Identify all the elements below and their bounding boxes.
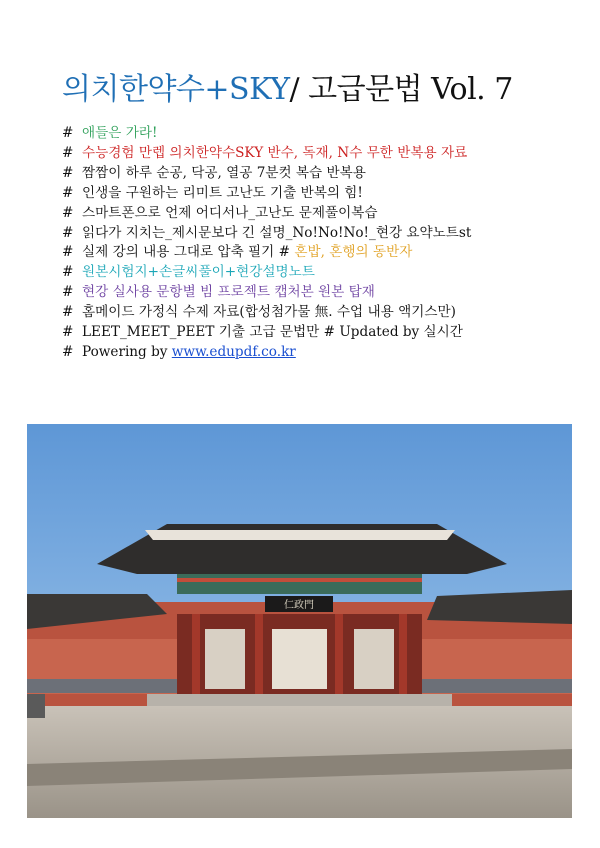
list-item-text: 짬짬이 하루 순공, 닥공, 열공 7분컷 복습 반복용 [82,164,366,181]
list-item [62,323,582,343]
list-item [62,124,582,144]
hash-marker: # [62,164,74,181]
hash-marker: # [62,264,74,281]
list-item [62,204,582,224]
palace-gate-photo [27,424,572,818]
list-item [62,343,582,363]
hash-marker: # [62,244,74,261]
title-brand: 의치한약수+SKY [62,72,290,107]
gate-signboard-text: 仁政門 [284,600,314,611]
hash-marker: # [62,204,74,221]
hash-marker: # [62,224,74,241]
list-item-text: 수능경험 만렙 의치한약수SKY 반수, 독재, N수 무한 반복용 자료 [82,144,468,161]
list-item-text: 현강 실사용 문항별 빔 프로젝트 캡처본 원본 탑재 [82,284,375,301]
feature-list [62,124,582,363]
list-item [62,224,582,244]
list-item-text: LEET_MEET_PEET 기출 고급 문법만 # Updated by 실시간 [82,324,463,341]
list-item-text: 실제 강의 내용 그대로 압축 필기 # [82,244,295,261]
hash-marker: # [62,324,74,341]
hash-marker: # [62,304,74,321]
list-item [62,303,582,323]
list-item-text: 원본시험지+손글씨풀이+현강설명노트 [82,264,315,281]
list-item [62,144,582,164]
hash-marker: # [62,284,74,301]
list-item-text: 스마트폰으로 언제 어디서나_고난도 문제풀이복습 [82,204,378,221]
list-item [62,164,582,184]
hash-marker: # [62,184,74,201]
hash-marker: # [62,343,74,360]
hash-marker: # [62,125,74,141]
list-item-text: 혼밥, 혼행의 동반자 [294,244,413,261]
list-item-text: 인생을 구원하는 리미트 고난도 기출 반복의 힘! [82,184,363,201]
list-item-text: 애들은 가라! [82,125,158,141]
list-item-text: 홈메이드 가정식 수제 자료(합성첨가물 無. 수업 내용 액기스만) [82,304,456,321]
title-subtitle: / 고급문법 Vol. 7 [289,72,513,107]
list-item [62,263,582,283]
list-item [62,243,582,263]
list-item [62,184,582,204]
hash-marker: # [62,144,74,161]
website-link[interactable]: www.edupdf.co.kr [171,343,296,360]
list-item [62,283,582,303]
list-item-text: Powering by [82,343,172,360]
page-title [62,64,513,108]
list-item-text: 읽다가 지치는_제시문보다 긴 설명_No!No!No!_현강 요약노트st [82,224,472,241]
